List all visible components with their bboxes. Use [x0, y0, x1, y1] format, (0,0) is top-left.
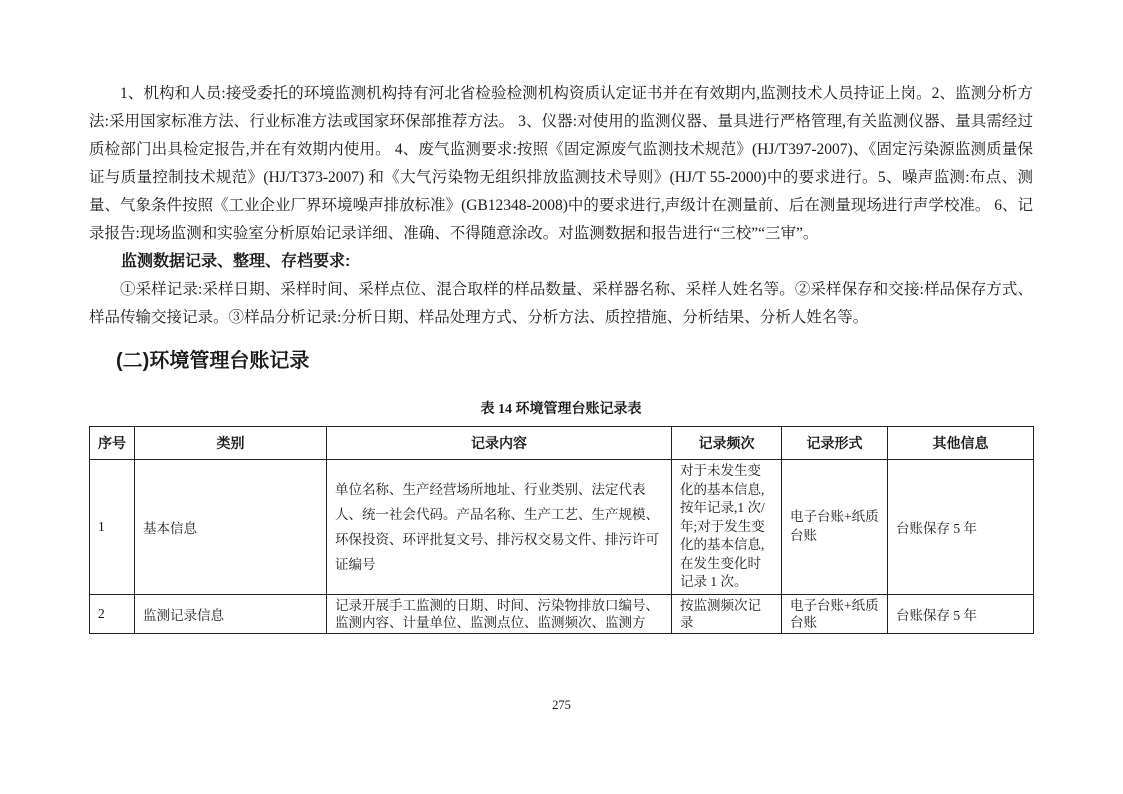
cell-other: 台账保存 5 年: [888, 460, 1034, 595]
cell-frequency: 对于未发生变化的基本信息,按年记录,1 次/年;对于发生变化的基本信息,在发生变化时记录 1 次。: [672, 460, 782, 595]
cell-content-text: 记录开展手工监测的日期、时间、污染物排放口编号、监测内容、计量单位、监测点位、监测频次、监测方: [335, 597, 659, 630]
header-cell-frequency: 记录频次: [672, 427, 782, 460]
table-row: [90, 594, 1034, 633]
section-heading-ledger-records: (二)环境管理台账记录: [116, 350, 310, 372]
header-cell-no: 序号: [90, 427, 135, 460]
ledger-table: [89, 426, 1034, 634]
page-number: 275: [552, 698, 571, 712]
paragraph-monitoring-requirements: 1、机构和人员:接受委托的环境监测机构持有河北省检验检测机构资质认定证书并在有效期内,监测技术人员持证上岗。2、监测分析方法:采用国家标准方法、行业标准方法或国家环保部推荐方法。 3、仪器:对使用的监测仪器、量具进行严格管理,有关监测仪器、量具需经过质检部门出具检定报告,并在有效期内使用。 4、废气监测要求:按照《固定源废气监测技术规范》(HJ/T397-2007)、《固定污染源监测质量保证与质量控制技术规范》(HJ/T373-2007) 和《大气污染物无组织排放监测技术导则》(HJ/T 55-2000)中的要求进行。5、噪声监测:布点、测量、气象条件按照《工业企业厂界环境噪声排放标准》(GB12348-2008)中的要求进行,声级计在测量前、后在测量现场进行声学校准。 6、记录报告:现场监测和实验室分析原始记录详细、准确、不得随意涂改。对监测数据和报告进行“三校”“三审”。: [89, 85, 1033, 242]
table-row: [90, 460, 1034, 595]
heading-record-requirements: 监测数据记录、整理、存档要求:: [121, 253, 351, 270]
cell-other: 台账保存 5 年: [888, 594, 1034, 633]
header-cell-category: 类别: [135, 427, 327, 460]
table-header-row: [90, 427, 1034, 460]
page-content: [89, 80, 1033, 634]
header-cell-form: 记录形式: [782, 427, 888, 460]
cell-form: 电子台账+纸质台账: [782, 594, 888, 633]
header-cell-other: 其他信息: [888, 427, 1034, 460]
cell-category: 基本信息: [135, 460, 327, 595]
cell-form: 电子台账+纸质台账: [782, 460, 888, 595]
cell-no: 1: [90, 460, 135, 595]
header-cell-content: 记录内容: [327, 427, 672, 460]
cell-no: 2: [90, 594, 135, 633]
cell-content: 单位名称、生产经营场所地址、行业类别、法定代表人、统一社会代码。产品名称、生产工艺、生产规模、环保投资、环评批复文号、排污权交易文件、排污许可证编号: [327, 460, 672, 595]
table-caption: 表 14 环境管理台账记录表: [480, 402, 642, 417]
cell-frequency: 按监测频次记录: [672, 594, 782, 633]
cell-category: 监测记录信息: [135, 594, 327, 633]
paragraph-sampling-records: ①采样记录:采样日期、采样时间、采样点位、混合取样的样品数量、采样器名称、采样人姓名等。②采样保存和交接:样品保存方式、样品传输交接记录。③样品分析记录:分析日期、样品处理方式、分析方法、质控措施、分析结果、分析人姓名等。: [89, 281, 1033, 326]
cell-content: [327, 594, 672, 633]
